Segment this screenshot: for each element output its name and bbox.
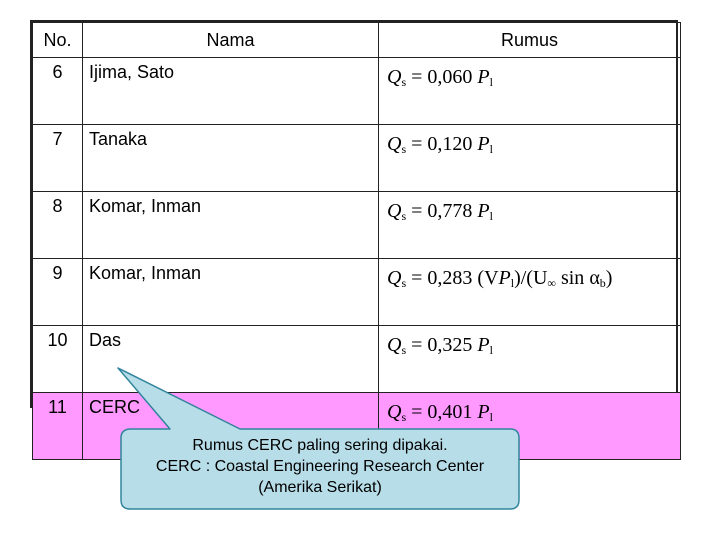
header-no: No.: [33, 23, 83, 58]
row-number: 11: [33, 393, 83, 460]
row-number: 9: [33, 259, 83, 326]
header-nama: Nama: [83, 23, 379, 58]
callout-line-2: CERC : Coastal Engineering Research Center: [155, 458, 485, 475]
row-number: 7: [33, 125, 83, 192]
row-number: 6: [33, 58, 83, 125]
callout-text: [121, 429, 519, 509]
row-name: Komar, Inman: [83, 259, 379, 326]
row-formula: $Q_s = 0,060$ $P_l$: [379, 58, 681, 125]
callout-line-1: Rumus CERC paling sering dipakai.: [192, 437, 448, 454]
row-number: 8: [33, 192, 83, 259]
row-number: 10: [33, 326, 83, 393]
row-name: CERC: [83, 393, 379, 460]
row-name: Das: [83, 326, 379, 393]
row-name: Tanaka: [83, 125, 379, 192]
row-formula: $Q_s = 0,401$ $P_l$: [379, 393, 681, 460]
row-formula: $Q_s = 0,325$ $P_l$: [379, 326, 681, 393]
row-name: Komar, Inman: [83, 192, 379, 259]
row-formula: $Q_s = 0,778$ $P_l$: [379, 192, 681, 259]
row-formula: $Q_s = 0,283$ $(VP_l)/(U_\infty$ $\sin \alpha_b$): [379, 259, 681, 326]
row-formula: $Q_s = 0,120$ $P_l$: [379, 125, 681, 192]
row-name: Ijima, Sato: [83, 58, 379, 125]
header-rumus: Rumus: [379, 23, 681, 58]
callout-line-3: (Amerika Serikat): [258, 479, 382, 496]
